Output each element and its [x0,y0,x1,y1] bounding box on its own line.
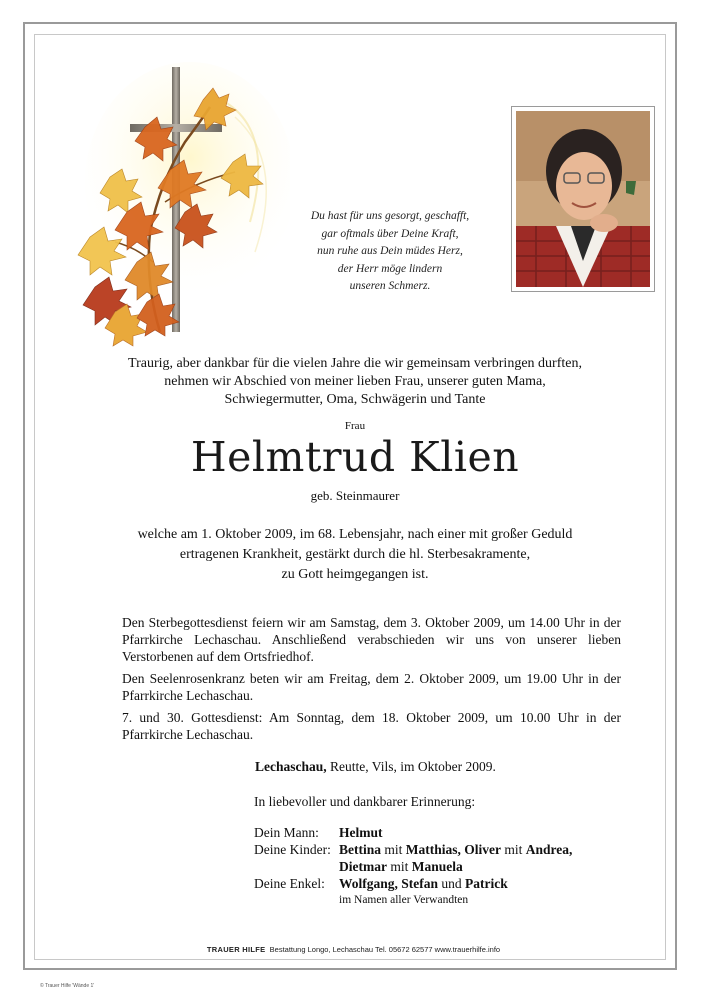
grandchildren-label: Deine Enkel: [254,876,325,891]
footer-brand: TRAUER HILFE [206,945,266,954]
footer [0,945,707,954]
child-name: Matthias, Oliver [405,842,501,857]
poem-line: gar oftmals über Deine Kraft, [321,227,459,240]
children-label: Deine Kinder: [254,842,331,857]
rosary-paragraph: Den Seelenrosenkranz beten wir am Freitag, dem 2. Oktober 2009, um 19.00 Uhr in der Pfarrkirche Lechaschau. [122,671,621,703]
poem-line: nun ruhe aus Dein müdes Herz, [317,245,463,257]
poem [282,208,498,296]
death-notice-line: ertragenen Krankheit, gestärkt durch die hl. Sterbesakramente, [179,547,531,562]
poem-line: der Herr möge lindern [337,262,443,275]
salutation: Frau [344,420,366,432]
footer-details: Bestattung Longo, Lechaschau Tel. 05672 62577 www.trauerhilfe.info [269,945,501,954]
connector: und [438,876,466,891]
poem-line: Du hast für uns gesorgt, geschafft, [310,210,470,222]
death-notice-line: welche am 1. Oktober 2009, im 68. Lebensjahr, nach einer mit großer Geduld [137,527,573,542]
connector: mit [381,842,406,857]
memory-line: In liebevoller und dankbarer Erinnerung: [254,794,476,809]
death-notice [60,525,650,585]
poem-line: unseren Schmerz. [349,280,431,292]
grandchild-name: Wolfgang, Stefan [339,876,439,891]
intro-text [60,355,650,409]
husband-name: Helmut [339,825,383,840]
intro-line: Schwiegermutter, Oma, Schwägerin und Tante [224,392,486,407]
child-name: Bettina [339,842,381,857]
service-details [122,614,621,748]
copyright: © Trauer Hilfe 'Wände 1' [40,983,95,989]
husband-label: Dein Mann: [254,825,319,840]
portrait-photo [516,111,650,287]
intro-line: nehmen wir Abschied von meiner lieben Frau, unserer guten Mama, [164,374,546,389]
grandchild-name: Patrick [465,876,508,891]
connector: mit [386,859,412,874]
child-name: Manuela [411,859,463,874]
death-notice-line: zu Gott heimgegangen ist. [281,567,429,582]
place-rest: Reutte, Vils, im Oktober 2009. [326,759,496,774]
funeral-mass-paragraph: Den Sterbegottesdienst feiern wir am Samstag, dem 3. Oktober 2009, um 14.00 Uhr in der Pfarrkirche Lechaschau. Anschließend verabschieden wir uns von unserer lieben Verstorbenen auf dem Ortsfriedhof. [122,615,621,664]
relatives-note: im Namen aller Verwandten [339,894,469,906]
birth-name: geb. Steinmaurer [310,488,400,503]
deceased-name: Helmtrud Klien [190,433,520,481]
child-name: Dietmar [339,859,387,874]
memorial-mass-paragraph: 7. und 30. Gottesdienst: Am Sonntag, dem 18. Oktober 2009, um 10.00 Uhr in der Pfarrkirche Lechaschau. [122,710,621,742]
cross-with-autumn-leaves-illustration [75,62,290,352]
place-and-date [255,759,496,775]
child-name: Andrea, [525,842,573,857]
place-town: Lechaschau, [255,759,327,774]
connector: mit [501,842,526,857]
intro-line: Traurig, aber dankbar für die vielen Jahre die wir gemeinsam verbringen durften, [128,356,582,371]
